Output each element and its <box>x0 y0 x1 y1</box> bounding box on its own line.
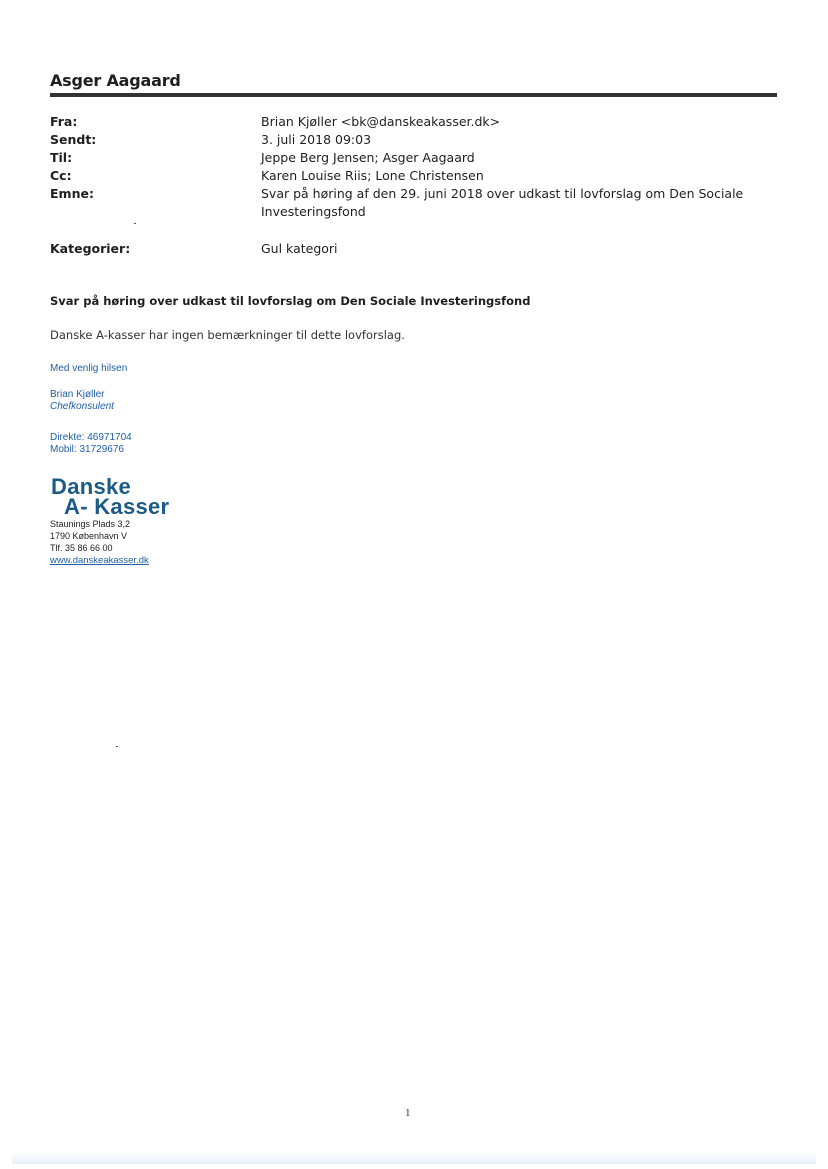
header-value-sent: 3. juli 2018 09:03 <box>261 132 372 147</box>
address-phone: Tlf. 35 86 66 00 <box>50 543 113 553</box>
signature-greeting: Med venlig hilsen <box>50 363 128 374</box>
header-label-from: Fra: <box>50 114 78 129</box>
logo-line-danske: Danske <box>51 474 132 499</box>
address-city: 1790 København V <box>50 531 128 541</box>
header-label-subject: Emne: <box>50 186 94 201</box>
page-number: 1 <box>405 1107 411 1119</box>
header-value-cc: Karen Louise Riis; Lone Christensen <box>261 168 484 183</box>
logo-line-a-kasser: A- Kasser <box>64 494 170 519</box>
scan-edge-tint <box>12 1152 816 1164</box>
header-label-to: Til: <box>50 150 73 165</box>
message-body: Danske A-kasser har ingen bemærkninger til dette lovforslag. <box>50 328 405 342</box>
signature-direct-phone: Direkte: 46971704 <box>50 432 132 443</box>
address-street: Staunings Plads 3,2 <box>50 519 131 529</box>
website-link[interactable]: www.danskeakasser.dk <box>50 555 149 566</box>
signature-role: Chefkonsulent <box>50 401 114 412</box>
title-divider <box>50 93 777 97</box>
signature-mobile-phone: Mobil: 31729676 <box>50 444 124 455</box>
header-label-categories: Kategorier: <box>50 241 131 256</box>
header-value-from: Brian Kjøller <bk@danskeakasser.dk> <box>261 114 501 129</box>
signature-name: Brian Kjøller <box>50 389 105 400</box>
header-value-subject: Svar på høring af den 29. juni 2018 over udkast til lovforslag om Den Sociale Investeringsfond <box>261 186 744 219</box>
message-subject-heading: Svar på høring over udkast til lovforslag om Den Sociale Investeringsfond <box>50 294 531 308</box>
header-value-categories: Gul kategori <box>261 241 338 256</box>
header-label-cc: Cc: <box>50 168 72 183</box>
page-title: Asger Aagaard <box>50 71 181 90</box>
scan-speck <box>134 223 136 224</box>
scan-speck <box>116 746 118 747</box>
header-value-to: Jeppe Berg Jensen; Asger Aagaard <box>261 150 475 165</box>
header-label-sent: Sendt: <box>50 132 97 147</box>
